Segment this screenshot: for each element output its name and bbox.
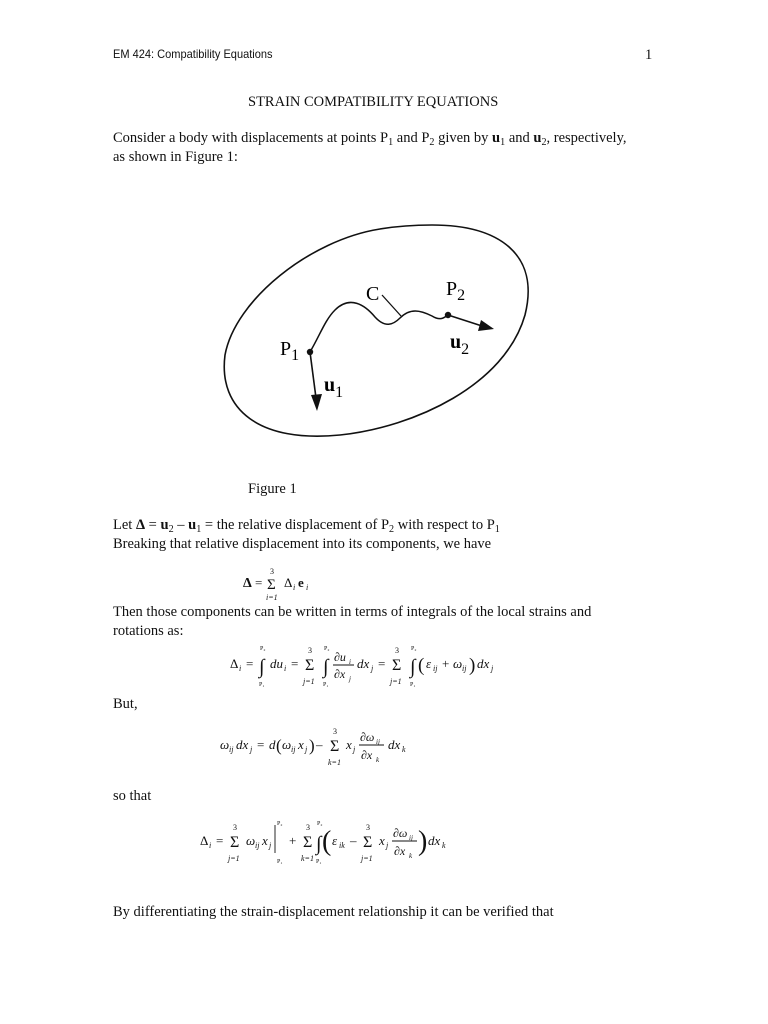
svg-text:e: e [298,575,304,590]
svg-text:∂x: ∂x [361,748,373,762]
svg-text:i: i [349,658,351,666]
svg-text:dx: dx [357,656,370,671]
svg-text:Σ: Σ [305,657,315,674]
svg-text:P₁: P₁ [259,682,265,688]
svg-text:ij: ij [229,745,234,754]
curve-c [310,302,448,352]
svg-text:j: j [269,841,272,850]
svg-text:dx: dx [388,737,401,752]
intro-text: , respectively, [546,130,627,146]
svg-text:k: k [376,756,380,764]
svg-text:(: ( [276,736,282,755]
intro-text: given by [434,130,493,146]
svg-text:=: = [257,737,265,752]
svg-text:3: 3 [233,823,237,832]
svg-text:ε: ε [332,833,338,848]
figure-caption: Figure 1 [248,481,297,497]
svg-text:P₁: P₁ [410,682,416,688]
svg-text:j: j [491,664,494,673]
svg-text:): ) [469,655,476,676]
svg-text:i: i [293,583,296,592]
equation-omega-dx [218,722,418,770]
svg-text:i: i [306,583,309,592]
svg-text:j: j [353,745,356,754]
equation-delta-integral [228,640,508,692]
svg-text:+: + [442,656,450,671]
svg-text:j: j [250,745,253,754]
svg-text:ω: ω [282,737,292,752]
svg-text:3: 3 [270,567,274,576]
header-course: EM 424: Compatibility Equations [113,47,273,61]
svg-text:Σ: Σ [303,834,313,851]
intro-paragraph-line1 [113,129,627,148]
svg-text:k=1: k=1 [301,854,314,863]
subscript: 1 [388,137,394,148]
let-text: = the relative displacement of P [201,517,390,533]
svg-text:P₁: P₁ [323,682,329,688]
let-text: = [145,517,161,533]
svg-text:P₂: P₂ [411,646,417,652]
subscript: 2 [429,137,435,148]
svg-text:k: k [402,745,406,754]
svg-text:i: i [209,841,212,850]
svg-text:Σ: Σ [230,834,240,851]
svg-text:ij: ij [462,664,467,673]
svg-text:+: + [289,833,297,848]
breaking-line: Breaking that relative displacement into its components, we have [113,536,492,552]
intro-text: and P [393,130,430,146]
svg-text:∂x: ∂x [394,844,406,858]
svg-text:Σ: Σ [267,577,276,593]
page-title: STRAIN COMPATIBILITY EQUATIONS [248,94,499,110]
svg-text:P₂: P₂ [317,821,323,827]
svg-text:3: 3 [333,727,337,736]
then-line2: rotations as: [113,623,184,639]
but-line: But, [113,696,138,712]
svg-text:x: x [346,737,352,752]
let-line [113,516,500,535]
svg-text:k: k [409,852,413,860]
svg-text:∫: ∫ [259,656,265,678]
so-that-line: so that [113,788,152,804]
svg-text:Δ: Δ [200,833,209,848]
svg-text:P₂: P₂ [260,646,266,652]
svg-text:P₁: P₁ [277,859,283,865]
svg-text:(: ( [418,655,425,676]
vector-u: u [188,517,197,533]
svg-text:d: d [269,737,276,752]
svg-text:∂ω: ∂ω [360,730,375,744]
svg-text:ij: ij [409,834,413,842]
svg-text:∫: ∫ [323,656,329,678]
vector-u: u [492,130,501,146]
svg-text:): ) [309,736,315,755]
svg-text:x: x [379,833,385,848]
svg-text:=: = [255,575,263,590]
svg-text:3: 3 [308,646,312,655]
svg-text:3: 3 [306,823,310,832]
label-u1: $u_1$ [324,374,344,401]
intro-text: Consider a body with displacements at points P [113,130,389,146]
vector-u: u [533,130,542,146]
svg-text:(: ( [322,826,332,857]
svg-text:ik: ik [339,841,345,850]
svg-text:ε: ε [426,656,432,671]
arrow-u1-shaft [310,352,316,398]
svg-text:–: – [350,833,357,848]
svg-text:=: = [378,656,386,671]
subscript: 2 [541,137,547,148]
subscript: 1 [494,524,500,535]
svg-text:∂u: ∂u [334,650,346,664]
svg-text:∂x: ∂x [334,667,346,681]
label-p1: $P_1$ [280,338,300,364]
then-line1: Then those components can be written in terms of integrals of the local strains and [113,604,592,620]
let-text: with respect to P [394,517,495,533]
delta-symbol: Δ [135,517,146,533]
svg-text:j: j [305,745,308,754]
svg-text:Σ: Σ [363,834,373,851]
svg-text:ω: ω [246,833,256,848]
svg-text:x: x [262,833,268,848]
svg-text:ij: ij [291,745,296,754]
let-text: Let [113,517,136,533]
vector-u: u [160,517,169,533]
equation-delta-sum [240,565,330,603]
svg-text:j=1: j=1 [303,677,315,686]
svg-text:ij: ij [376,738,380,746]
svg-text:Δ: Δ [243,576,252,591]
svg-text:k: k [442,841,446,850]
svg-text:): ) [418,826,428,857]
svg-text:Σ: Σ [392,657,402,674]
svg-text:ω: ω [453,656,463,671]
svg-text:3: 3 [395,646,399,655]
intro-text: and [505,130,534,146]
intro-paragraph-line2: as shown in Figure 1: [113,149,238,165]
svg-text:j: j [386,841,389,850]
svg-text:∂ω: ∂ω [393,826,408,840]
svg-text:j=1: j=1 [228,854,240,863]
svg-text:3: 3 [366,823,370,832]
svg-text:P₂: P₂ [277,821,283,827]
svg-text:i=1: i=1 [266,593,278,602]
page-number: 1 [645,47,653,63]
svg-text:i: i [284,664,287,673]
svg-text:Δ: Δ [284,575,293,590]
svg-text:j: j [371,664,374,673]
let-text: – [173,517,189,533]
final-line: By differentiating the strain-displacement relationship it can be verified that [113,904,554,920]
svg-text:du: du [270,656,283,671]
svg-text:P₁: P₁ [316,859,322,865]
svg-text:ij: ij [255,841,260,850]
body-outline [224,225,528,436]
svg-text:∫: ∫ [316,833,322,855]
label-u2: $u_2$ [450,331,470,358]
svg-text:Δ: Δ [230,656,239,671]
svg-text:dx: dx [236,737,249,752]
svg-text:∫: ∫ [410,656,416,678]
svg-text:=: = [291,656,299,671]
arrow-u2-shaft [448,315,482,326]
curve-c-leader [382,295,401,316]
subscript: 2 [389,524,395,535]
arrow-u2-head [478,320,494,331]
svg-text:=: = [216,833,224,848]
svg-text:dx: dx [477,656,490,671]
svg-text:ij: ij [433,664,438,673]
svg-text:–: – [316,737,323,752]
svg-text:j=1: j=1 [390,677,402,686]
subscript: 2 [168,524,174,535]
svg-text:P₂: P₂ [324,646,330,652]
svg-text:j=1: j=1 [361,854,373,863]
subscript: 1 [196,524,202,535]
svg-text:dx: dx [428,833,441,848]
arrow-u1-head [311,394,322,411]
equation-delta-final [198,815,458,867]
label-p2: $P_2$ [446,278,466,304]
svg-text:j: j [349,675,351,683]
label-c: C [366,283,380,305]
svg-text:Σ: Σ [330,738,340,755]
svg-text:k=1: k=1 [328,758,341,767]
svg-text:i: i [239,664,242,673]
figure-1-diagram [200,215,540,450]
svg-text:ω: ω [220,737,230,752]
subscript: 1 [500,137,506,148]
svg-text:x: x [298,737,304,752]
svg-text:=: = [246,656,254,671]
